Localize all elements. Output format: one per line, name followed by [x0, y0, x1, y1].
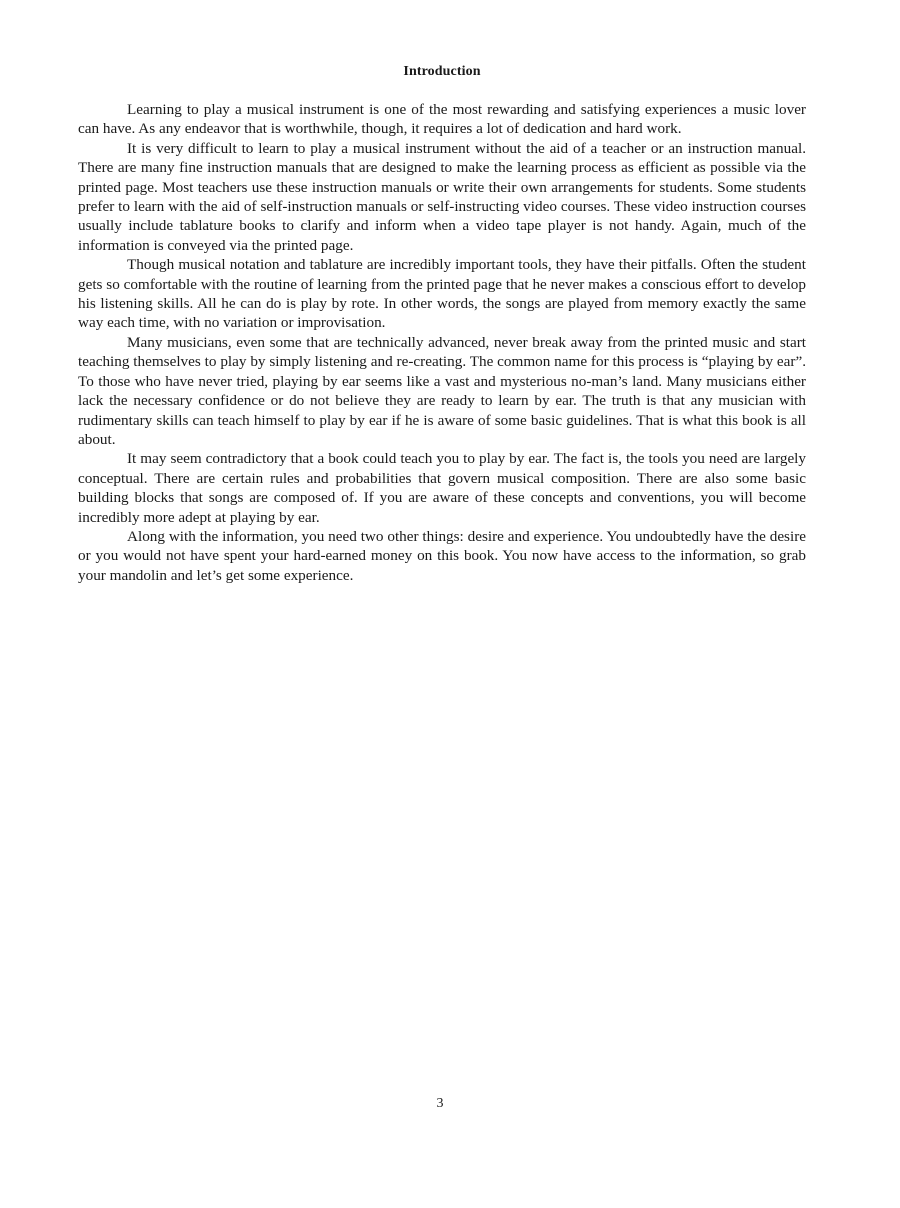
- paragraph-6: Along with the information, you need two other things: desire and experience. You undoubtedly have the desire or you would not have spent your hard-earned money on this book. You now have access to the information, so grab your mandolin and let’s get some experience.: [78, 527, 806, 584]
- page-number: 3: [436, 1096, 444, 1111]
- paragraph-5: It may seem contradictory that a book could teach you to play by ear. The fact is, the tools you need are largely conceptual. There are certain rules and probabilities that govern musical composition. There are also some basic building blocks that songs are composed of. If you are aware of these concepts and conventions, you will become incredibly more adept at playing by ear.: [78, 450, 806, 526]
- paragraph-3: Though musical notation and tablature are incredibly important tools, they have their pitfalls. Often the student gets so comfortable with the routine of learning from the printed page that he never makes a conscious effort to develop his listening skills. All he can do is play by rote. In other words, the songs are played from memory exactly the same way each time, with no variation or improvisation.: [78, 256, 806, 332]
- page-title: Introduction: [403, 64, 481, 79]
- paragraph-4: Many musicians, even some that are technically advanced, never break away from the printed music and start teaching themselves to play by simply listening and re-creating. The common name for this process is “playing by ear”. To those who have never tried, playing by ear seems like a vast and mysterious no-man’s land. Many musicians either lack the necessary confidence or do not believe they are ready to learn by ear. The truth is that any musician with rudimentary skills can teach himself to play by ear if he is aware of some basic guidelines. That is what this book is all about.: [78, 333, 806, 448]
- paragraph-1: Learning to play a musical instrument is one of the most rewarding and satisfying experiences a music lover can have. As any endeavor that is worthwhile, though, it requires a lot of dedication and hard work.: [78, 101, 806, 138]
- body-text: [78, 100, 806, 585]
- paragraph-2: It is very difficult to learn to play a musical instrument without the aid of a teacher or an instruction manual. There are many fine instruction manuals that are designed to make the learning process as efficient as possible via the printed page. Most teachers use these instruction manuals or write their own arrangements for students. Some students prefer to learn with the aid of self-instruction manuals or self-instructing video courses. These video instruction courses usually include tablature books to clarify and inform when a video tape player is not handy. Again, much of the information is conveyed via the printed page.: [78, 139, 806, 254]
